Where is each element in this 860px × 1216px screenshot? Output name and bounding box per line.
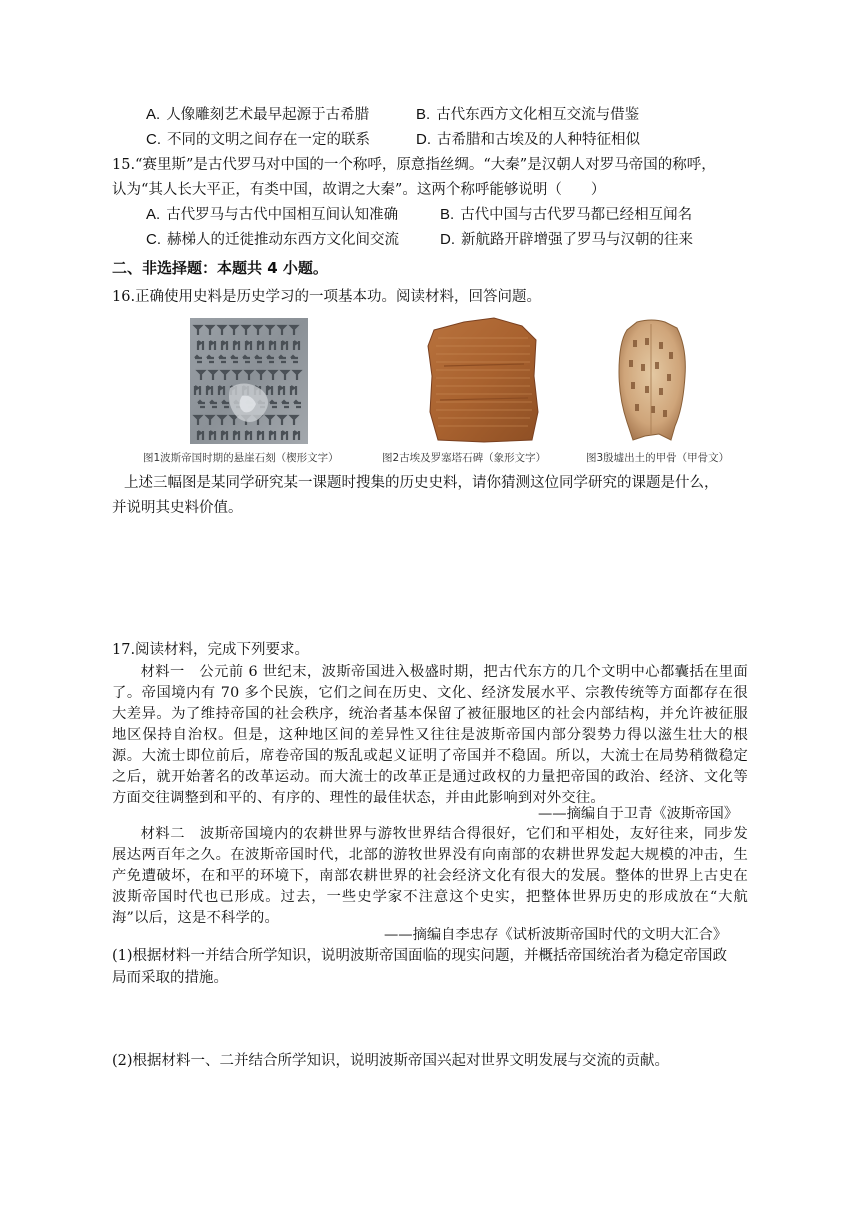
option-text: 古代东西方文化相互交流与借鉴 [436,107,640,123]
option-key: C. [146,131,161,148]
rosetta-stone-image [424,316,542,444]
q16-question-line2: 并说明其史料价值。 [112,500,243,516]
q15-option-b [440,205,692,225]
q17-material1: 材料一 公元前 6 世纪末，波斯帝国进入极盛时期，把古代东方的几个文明中心都囊括在里面了。帝国境内有 70 多个民族，它们之间在历史、文化、经济发展水平、宗教传统等方面都存在很大差异。为了维持帝国的社会秩序，统治者基本保留了被征服地区的社会内部结构，并允许被征服地区保持自治权。但是，这种地区间的差异性又往往是波斯帝国内部分裂势力得以滋生壮大的根源。大流士即位前后，席卷帝国的叛乱或起义证明了帝国并不稳固。所以，大流士在局势稍微稳定之后，就开始著名的改革运动。而大流士的改革正是通过政权的力量把帝国的政治、经济、文化等方面交往调整到和平的、有序的、理性的最佳状态，并由此影响到对外交往。 [112,664,748,806]
option-key: D. [416,131,431,148]
figure2-caption: 图2古埃及罗塞塔石碑（象形文字） [382,452,547,464]
option-text: 新航路开辟增强了罗马与汉朝的往来 [461,232,693,248]
q14-option-b [416,105,639,125]
q17-material2: 材料二 波斯帝国境内的农耕世界与游牧世界结合得很好，它们和平相处，友好往来，同步发展达两百年之久。在波斯帝国时代，北部的游牧世界没有向南部的农耕世界发起大规模的冲击，生产免遭破坏，在和平的环境下，南部农耕世界的社会经济文化有很大的发展。整体的世界上古史在波斯帝国时代也已形成。过去，一些史学家不注意这个史实，把整体世界历史的形成放在“大航海”以后，这是不科学的。 [112,826,748,926]
q17-sub1-line2: 局而采取的措施。 [112,970,228,986]
q15-option-c [146,230,399,250]
q14-option-d [416,130,640,150]
figure3-caption: 图3殷墟出土的甲骨（甲骨文） [586,452,730,464]
q15-option-d [440,230,693,250]
option-text: 人像雕刻艺术最早起源于古希腊 [166,107,370,123]
option-text: 赫梯人的迁徙推动东西方文化间交流 [167,232,399,248]
option-key: C. [146,231,161,248]
figure1-caption: 图1波斯帝国时期的悬崖石刻（楔形文字） [143,452,339,464]
option-key: A. [146,106,161,123]
section-heading: 二、非选择题：本题共 4 小题。 [112,259,328,277]
q14-option-a [146,105,369,125]
q14-option-c [146,130,370,150]
q17-source1: ——摘编自于卫青《波斯帝国》 [538,806,739,822]
q15-option-a [146,205,398,225]
oracle-bone-image [615,318,689,444]
option-text: 古希腊和古埃及的人种特征相似 [437,132,640,148]
q17-sub1-line1: (1)根据材料一并结合所学知识，说明波斯帝国面临的现实问题，并概括帝国统治者为稳定帝国政 [112,948,728,964]
option-key: B. [440,206,455,223]
cuneiform-relief-image [190,318,308,444]
q17-sub2: (2)根据材料一、二并结合所学知识，说明波斯帝国兴起对世界文明发展与交流的贡献。 [112,1053,670,1069]
option-key: B. [416,106,431,123]
option-key: D. [440,231,455,248]
option-text: 古代罗马与古代中国相互间认知准确 [166,207,399,223]
q16-question-line1: 上述三幅图是某同学研究某一课题时搜集的历史史料，请你猜测这位同学研究的课题是什么， [124,475,719,491]
q15-stem-line2: 认为“其人长大平正，有类中国，故谓之大秦”。这两个称呼能够说明（ ） [112,182,606,198]
q15-stem-line1: 15.“赛里斯”是古代罗马对中国的一个称呼，原意指丝绸。“大秦”是汉朝人对罗马帝国的称呼， [112,157,716,173]
option-key: A. [146,206,161,223]
option-text: 不同的文明之间存在一定的联系 [167,132,370,148]
q17-stem: 17.阅读材料，完成下列要求。 [112,642,310,658]
q16-stem: 16.正确使用史料是历史学习的一项基本功。阅读材料，回答问题。 [112,289,542,305]
q17-source2: ——摘编自李忠存《试析波斯帝国时代的文明大汇合》 [384,927,728,943]
option-text: 古代中国与古代罗马都已经相互闻名 [460,207,693,223]
